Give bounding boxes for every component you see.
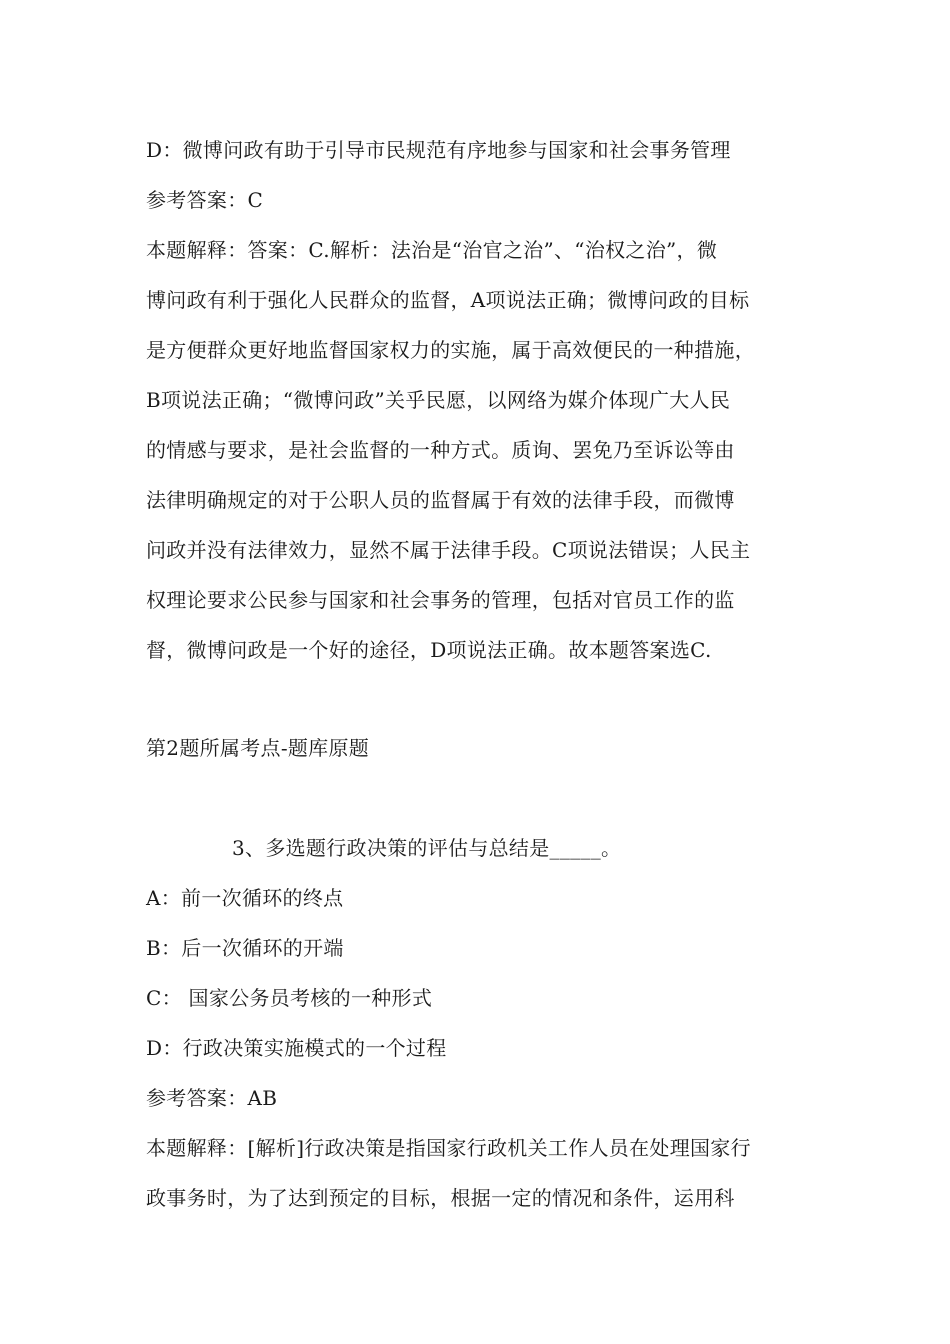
q3-option-b: B：后一次循环的开端: [146, 936, 344, 960]
q1-explanation-line: 法律明确规定的对于公职人员的监督属于有效的法律手段，而微博: [146, 488, 735, 512]
q3-stem: 3、多选题行政决策的评估与总结是_____。: [232, 836, 622, 860]
q1-explanation-line: 问政并没有法律效力，显然不属于法律手段。C项说法错误；人民主: [146, 538, 751, 562]
q3-explanation-line: 政事务时，为了达到预定的目标，根据一定的情况和条件，运用科: [146, 1186, 735, 1210]
q1-option-d: D：微博问政有助于引导市民规范有序地参与国家和社会事务管理: [146, 138, 731, 162]
q1-explanation-line: 博问政有利于强化人民群众的监督，A项说法正确；微博问政的目标: [146, 288, 750, 312]
q3-explanation-line: 本题解释：[解析]行政决策是指国家行政机关工作人员在处理国家行: [146, 1136, 751, 1160]
q3-option-c: C： 国家公务员考核的一种形式: [146, 986, 433, 1010]
q2-knowledge-point: 第2题所属考点-题库原题: [146, 736, 370, 760]
q1-explanation-line: 权理论要求公民参与国家和社会事务的管理，包括对官员工作的监: [146, 588, 735, 612]
q1-explanation-line: 本题解释：答案：C.解析：法治是“治官之治”、“治权之治”，微: [146, 238, 718, 262]
q1-explanation-line: B项说法正确；“微博问政”关乎民愿，以网络为媒介体现广大人民: [146, 388, 731, 412]
q1-explanation-line: 督，微博问政是一个好的途径，D项说法正确。故本题答案选C.: [146, 638, 712, 662]
q1-explanation-line: 是方便群众更好地监督国家权力的实施，属于高效便民的一种措施，: [146, 338, 755, 362]
q1-answer: 参考答案：C: [146, 188, 264, 212]
q1-explanation-line: 的情感与要求，是社会监督的一种方式。质询、罢免乃至诉讼等由: [146, 438, 735, 462]
q3-answer: 参考答案：AB: [146, 1086, 278, 1110]
q3-option-a: A：前一次循环的终点: [146, 886, 344, 910]
q3-option-d: D：行政决策实施模式的一个过程: [146, 1036, 447, 1060]
